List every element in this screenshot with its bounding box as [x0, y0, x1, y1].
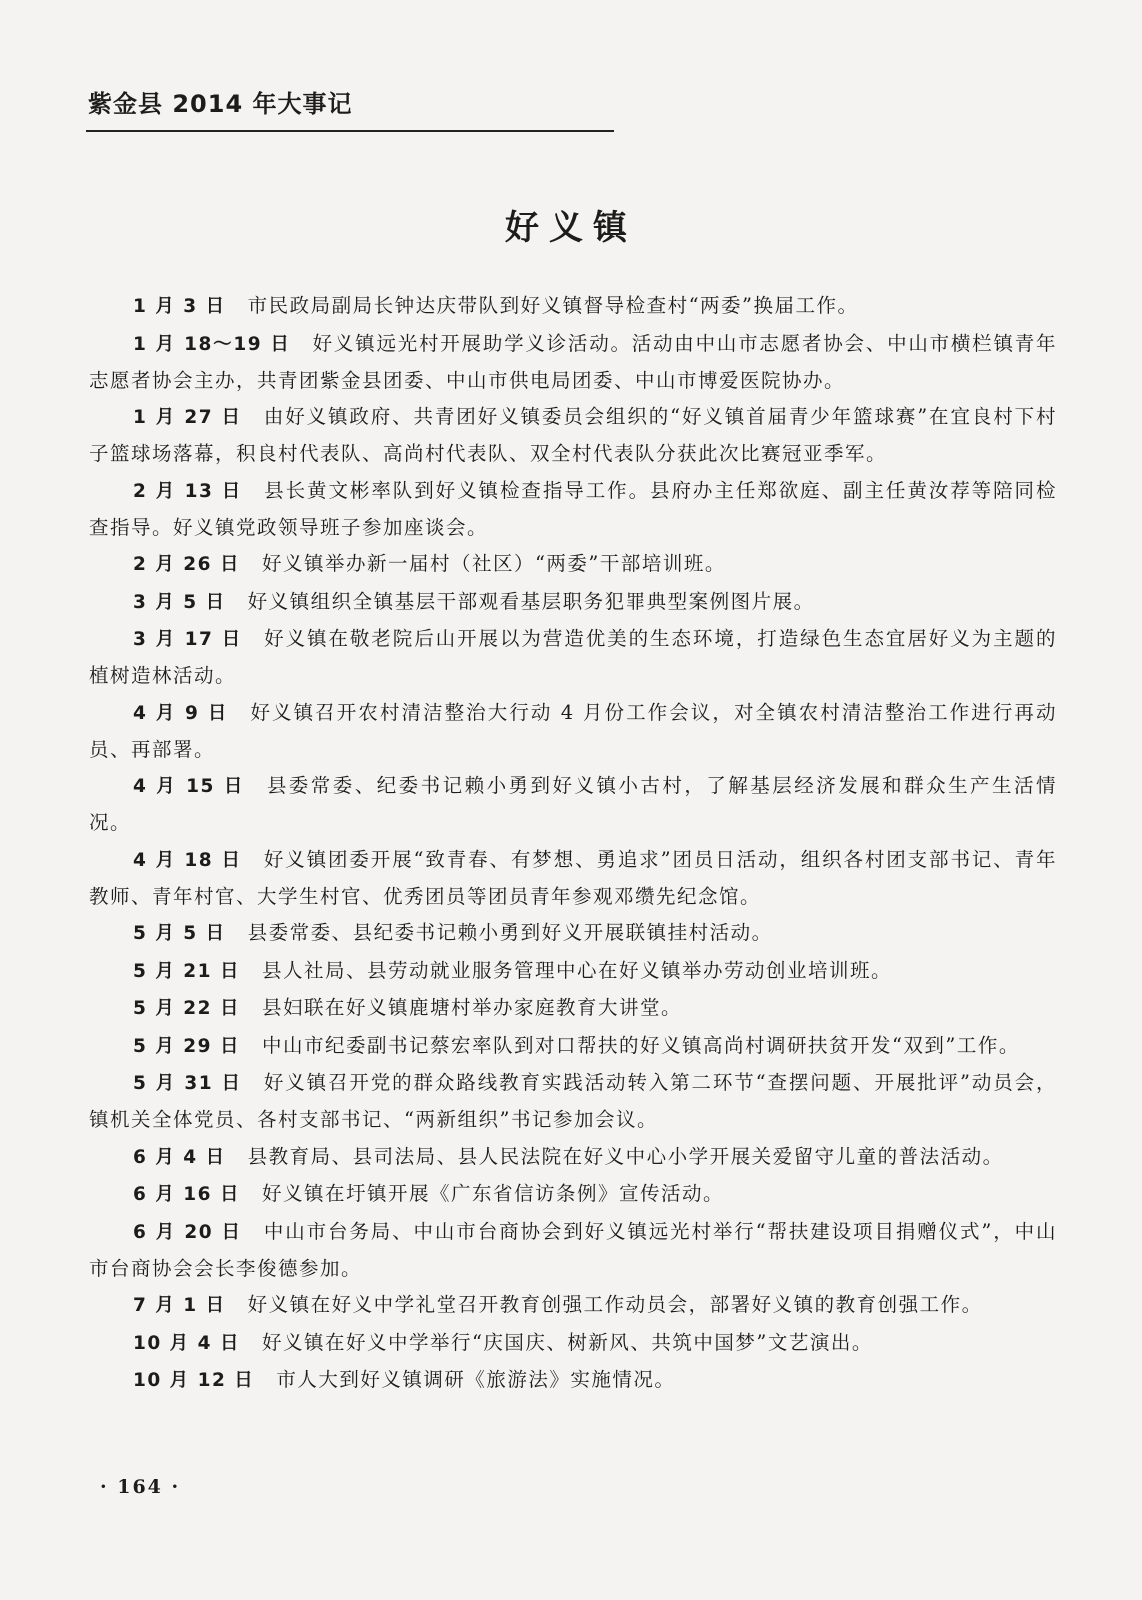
- entry-text: 好义镇召开党的群众路线教育实践活动转入第二环节“查摆问题、开展批评”动员会，镇机关全体党员、各村支部书记、“两新组织”书记参加会议。: [89, 1071, 1057, 1131]
- chronicle-entry: [89, 1028, 1057, 1065]
- entry-date: 6 月 4 日: [133, 1146, 226, 1168]
- chronicle-entry: [89, 546, 1057, 583]
- entry-text: 县委常委、纪委书记赖小勇到好义镇小古村，了解基层经济发展和群众生产生活情况。: [89, 774, 1057, 834]
- entry-date: 1 月 18～19 日: [133, 333, 291, 355]
- running-head: 紫金县 2014 年大事记: [88, 90, 353, 118]
- header-rule: [86, 130, 614, 132]
- chronicle-entry: [89, 473, 1057, 546]
- entry-date: 3 月 5 日: [133, 591, 226, 613]
- chronicle-entry: [89, 1139, 1057, 1176]
- chronicle-entry: [89, 1214, 1057, 1287]
- entry-text: 中山市纪委副书记蔡宏率队到对口帮扶的好义镇高尚村调研扶贫开发“双到”工作。: [261, 1033, 1020, 1057]
- entry-date: 10 月 4 日: [133, 1332, 240, 1354]
- entry-date: 2 月 13 日: [133, 480, 243, 502]
- entry-text: 好义镇在圩镇开展《广东省信访条例》宣传活动。: [261, 1182, 724, 1205]
- entry-text: 市民政局副局长钟达庆带队到好义镇督导检查村“两委”换届工作。: [247, 294, 859, 317]
- chronicle-entry: [89, 695, 1057, 768]
- entry-text: 好义镇远光村开展助学义诊活动。活动由中山市志愿者协会、中山市横栏镇青年志愿者协会主办，共青团紫金县团委、中山市供电局团委、中山市博爱医院协办。: [89, 331, 1057, 392]
- entry-date: 4 月 9 日: [133, 702, 229, 724]
- chronicle-entry: [89, 288, 1057, 325]
- entry-date: 4 月 18 日: [133, 849, 242, 871]
- chronicle-entry: [89, 1325, 1057, 1362]
- entry-date: 6 月 20 日: [133, 1221, 242, 1243]
- entry-text: 好义镇组织全镇基层干部观看基层职务犯罪典型案例图片展。: [247, 589, 815, 613]
- chronicle-entry: [89, 953, 1057, 990]
- chronicle-entry: [89, 1176, 1057, 1213]
- entry-text: 县长黄文彬率队到好义镇检查指导工作。县府办主任郑欲庭、副主任黄汝荐等陪同检查指导。好义镇党政领导班子参加座谈会。: [89, 478, 1057, 539]
- entry-text: 县人社局、县劳动就业服务管理中心在好义镇举办劳动创业培训班。: [261, 958, 892, 982]
- chronicle-entry: [89, 399, 1057, 472]
- page-number: · 164 ·: [100, 1476, 181, 1498]
- entry-text: 好义镇在好义中学举行“庆国庆、树新风、共筑中国梦”文艺演出。: [261, 1330, 873, 1354]
- chronicle-entry: [89, 842, 1057, 915]
- entry-date: 1 月 3 日: [133, 296, 226, 317]
- entry-date: 5 月 5 日: [133, 923, 226, 944]
- entry-date: 5 月 31 日: [133, 1073, 242, 1094]
- entry-date: 6 月 16 日: [133, 1184, 240, 1205]
- chapter-title: 好义镇: [505, 208, 637, 248]
- chronicle-entry: [89, 990, 1057, 1027]
- entry-text: 中山市台务局、中山市台商协会到好义镇远光村举行“帮扶建设项目捐赠仪式”，中山市台商协会会长李俊德参加。: [89, 1219, 1057, 1280]
- entry-date: 10 月 12 日: [133, 1370, 255, 1391]
- chronicle-entry: [89, 915, 1057, 952]
- entry-text: 由好义镇政府、共青团好义镇委员会组织的“好义镇首届青少年篮球赛”在宜良村下村子篮球场落幕，积良村代表队、高尚村代表队、双全村代表队分获此次比赛冠亚季军。: [89, 405, 1057, 465]
- chronicle-entry: [89, 1362, 1057, 1399]
- entry-date: 2 月 26 日: [133, 554, 240, 575]
- chronicle-entry: [89, 1065, 1057, 1138]
- chronicle-entry: [89, 1287, 1057, 1324]
- chronicle-entry: [89, 584, 1057, 621]
- entry-date: 4 月 15 日: [133, 776, 245, 797]
- entry-date: 3 月 17 日: [133, 629, 243, 650]
- entry-text: 县教育局、县司法局、县人民法院在好义中心小学开展关爱留守儿童的普法活动。: [247, 1144, 1004, 1168]
- entry-date: 5 月 21 日: [133, 960, 240, 982]
- chronicle-entry: [89, 768, 1057, 841]
- entry-date: 5 月 29 日: [133, 1035, 240, 1057]
- entry-text: 好义镇举办新一届村（社区）“两委”干部培训班。: [261, 552, 726, 575]
- entry-date: 1 月 27 日: [133, 407, 242, 428]
- entry-text: 县妇联在好义镇鹿塘村举办家庭教育大讲堂。: [261, 996, 682, 1019]
- entry-text: 好义镇在敬老院后山开展以为营造优美的生态环境，打造绿色生态宜居好义为主题的植树造林活动。: [89, 627, 1057, 687]
- entry-date: 5 月 22 日: [133, 998, 240, 1019]
- entry-text: 好义镇团委开展“致青春、有梦想、勇追求”团员日活动，组织各村团支部书记、青年教师、青年村官、大学生村官、优秀团员等团员青年参观邓缵先纪念馆。: [89, 847, 1057, 908]
- entry-text: 县委常委、县纪委书记赖小勇到好义开展联镇挂村活动。: [247, 921, 773, 944]
- chronicle-entry: [89, 621, 1057, 694]
- entry-text: 好义镇在好义中学礼堂召开教育创强工作动员会，部署好义镇的教育创强工作。: [247, 1293, 983, 1316]
- chronicle-entries: [89, 288, 1057, 1400]
- entry-text: 好义镇召开农村清洁整治大行动 4 月份工作会议，对全镇农村清洁整治工作进行再动员、再部署。: [89, 700, 1057, 761]
- chronicle-entry: [89, 326, 1057, 399]
- entry-text: 市人大到好义镇调研《旅游法》实施情况。: [276, 1368, 676, 1391]
- entry-date: 7 月 1 日: [133, 1295, 226, 1316]
